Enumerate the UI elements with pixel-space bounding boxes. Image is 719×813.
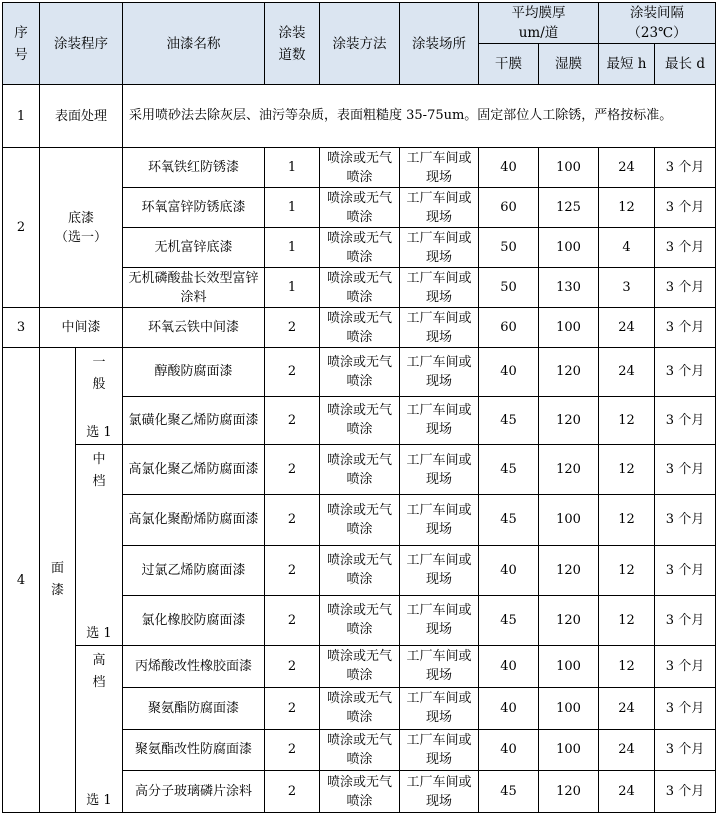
place-cell: 工厂车间或现场 <box>400 396 479 445</box>
min-interval-cell: 12 <box>599 445 655 495</box>
coats-cell: 2 <box>265 729 320 771</box>
max-interval-cell: 3 个月 <box>655 148 716 188</box>
method-cell: 喷涂或无气喷涂 <box>320 188 400 228</box>
level-pick: 选 1 <box>86 793 112 808</box>
header-interval: 涂装间隔 （23℃） <box>599 3 716 44</box>
dry-film-cell: 40 <box>479 729 539 771</box>
min-interval-cell: 12 <box>599 545 655 595</box>
paint-name-cell: 无机富锌底漆 <box>123 228 265 268</box>
min-interval-cell: 4 <box>599 228 655 268</box>
place-cell: 工厂车间或现场 <box>400 771 479 813</box>
dry-film-cell: 45 <box>479 495 539 545</box>
paint-name-cell: 聚氨酯防腐面漆 <box>123 687 265 729</box>
paint-name-cell: 过氯乙烯防腐面漆 <box>123 545 265 595</box>
max-interval-cell: 3 个月 <box>655 268 716 308</box>
table-row <box>3 308 716 348</box>
max-interval-cell: 3 个月 <box>655 228 716 268</box>
method-cell: 喷涂或无气喷涂 <box>320 268 400 308</box>
header-procedure: 涂装程序 <box>40 3 123 85</box>
table-row <box>3 348 716 397</box>
max-interval-cell: 3 个月 <box>655 646 716 688</box>
method-cell: 喷涂或无气喷涂 <box>320 729 400 771</box>
table-row <box>3 646 716 688</box>
level-label: 一般 <box>92 355 106 392</box>
header-dry-film: 干膜 <box>479 44 539 85</box>
dry-film-cell: 50 <box>479 228 539 268</box>
procedure-label: 面漆 <box>50 561 64 598</box>
wet-film-cell: 120 <box>539 445 599 495</box>
coating-spec-table <box>2 2 716 813</box>
place-cell: 工厂车间或现场 <box>400 687 479 729</box>
wet-film-cell: 100 <box>539 308 599 348</box>
dry-film-cell: 45 <box>479 445 539 495</box>
dry-film-cell: 45 <box>479 595 539 645</box>
seq-cell: 2 <box>3 148 40 308</box>
description-cell: 采用喷砂法去除灰层、油污等杂质，表面粗糙度 35-75um。固定部位人工除锈，严格按标准。 <box>123 85 716 148</box>
seq-cell: 1 <box>3 85 40 148</box>
coats-cell: 1 <box>265 188 320 228</box>
coats-cell: 2 <box>265 308 320 348</box>
coats-cell: 2 <box>265 445 320 495</box>
level-pick: 选 1 <box>86 626 112 641</box>
min-interval-cell: 24 <box>599 348 655 397</box>
max-interval-cell: 3 个月 <box>655 188 716 228</box>
wet-film-cell: 120 <box>539 595 599 645</box>
paint-name-cell: 氯磺化聚乙烯防腐面漆 <box>123 396 265 445</box>
wet-film-cell: 120 <box>539 396 599 445</box>
dry-film-cell: 45 <box>479 771 539 813</box>
table-row <box>3 148 716 188</box>
paint-name-cell: 高氯化聚乙烯防腐面漆 <box>123 445 265 495</box>
place-cell: 工厂车间或现场 <box>400 729 479 771</box>
level-pick: 选 1 <box>86 425 112 440</box>
place-cell: 工厂车间或现场 <box>400 348 479 397</box>
coats-cell: 1 <box>265 228 320 268</box>
wet-film-cell: 120 <box>539 545 599 595</box>
max-interval-cell: 3 个月 <box>655 348 716 397</box>
method-cell: 喷涂或无气喷涂 <box>320 308 400 348</box>
place-cell: 工厂车间或现场 <box>400 646 479 688</box>
dry-film-cell: 45 <box>479 396 539 445</box>
coats-cell: 2 <box>265 495 320 545</box>
procedure-cell <box>40 348 76 813</box>
paint-name-cell: 聚氨酯改性防腐面漆 <box>123 729 265 771</box>
level-cell-medium <box>76 445 123 646</box>
seq-cell: 3 <box>3 308 40 348</box>
wet-film-cell: 100 <box>539 687 599 729</box>
min-interval-cell: 24 <box>599 308 655 348</box>
dry-film-cell: 40 <box>479 545 539 595</box>
max-interval-cell: 3 个月 <box>655 687 716 729</box>
paint-name-cell: 高氯化聚酚烯防腐面漆 <box>123 495 265 545</box>
table-row <box>3 445 716 495</box>
level-label: 高档 <box>92 653 106 690</box>
wet-film-cell: 130 <box>539 268 599 308</box>
dry-film-cell: 60 <box>479 308 539 348</box>
coats-cell: 2 <box>265 348 320 397</box>
dry-film-cell: 40 <box>479 687 539 729</box>
header-max-interval: 最长 d <box>655 44 716 85</box>
seq-cell: 4 <box>3 348 40 813</box>
wet-film-cell: 100 <box>539 495 599 545</box>
wet-film-cell: 100 <box>539 646 599 688</box>
place-cell: 工厂车间或现场 <box>400 445 479 495</box>
paint-name-cell: 氯化橡胶防腐面漆 <box>123 595 265 645</box>
min-interval-cell: 12 <box>599 188 655 228</box>
wet-film-cell: 120 <box>539 348 599 397</box>
place-cell: 工厂车间或现场 <box>400 188 479 228</box>
coats-cell: 2 <box>265 646 320 688</box>
dry-film-cell: 50 <box>479 268 539 308</box>
header-wet-film: 湿膜 <box>539 44 599 85</box>
max-interval-cell: 3 个月 <box>655 445 716 495</box>
procedure-cell: 表面处理 <box>40 85 123 148</box>
paint-name-cell: 丙烯酸改性橡胶面漆 <box>123 646 265 688</box>
level-cell-general <box>76 348 123 445</box>
max-interval-cell: 3 个月 <box>655 729 716 771</box>
procedure-cell <box>40 148 123 308</box>
level-label: 中档 <box>92 452 106 489</box>
table-row <box>3 85 716 148</box>
method-cell: 喷涂或无气喷涂 <box>320 348 400 397</box>
min-interval-cell: 12 <box>599 646 655 688</box>
coats-cell: 2 <box>265 545 320 595</box>
place-cell: 工厂车间或现场 <box>400 268 479 308</box>
min-interval-cell: 3 <box>599 268 655 308</box>
method-cell: 喷涂或无气喷涂 <box>320 228 400 268</box>
coats-cell: 1 <box>265 268 320 308</box>
method-cell: 喷涂或无气喷涂 <box>320 771 400 813</box>
method-cell: 喷涂或无气喷涂 <box>320 445 400 495</box>
header-coats: 涂装道数 <box>265 3 320 85</box>
place-cell: 工厂车间或现场 <box>400 308 479 348</box>
max-interval-cell: 3 个月 <box>655 308 716 348</box>
min-interval-cell: 24 <box>599 148 655 188</box>
paint-name-cell: 环氧富锌防锈底漆 <box>123 188 265 228</box>
method-cell: 喷涂或无气喷涂 <box>320 545 400 595</box>
wet-film-cell: 100 <box>539 729 599 771</box>
paint-name-cell: 环氧铁红防锈漆 <box>123 148 265 188</box>
min-interval-cell: 12 <box>599 495 655 545</box>
paint-name-cell: 环氧云铁中间漆 <box>123 308 265 348</box>
header-film-thickness: 平均膜厚 um/道 <box>479 3 599 44</box>
dry-film-cell: 40 <box>479 646 539 688</box>
paint-name-cell: 无机磷酸盐长效型富锌涂料 <box>123 268 265 308</box>
max-interval-cell: 3 个月 <box>655 545 716 595</box>
place-cell: 工厂车间或现场 <box>400 228 479 268</box>
method-cell: 喷涂或无气喷涂 <box>320 148 400 188</box>
procedure-cell: 中间漆 <box>40 308 123 348</box>
coats-cell: 2 <box>265 595 320 645</box>
method-cell: 喷涂或无气喷涂 <box>320 396 400 445</box>
coats-cell: 2 <box>265 687 320 729</box>
place-cell: 工厂车间或现场 <box>400 595 479 645</box>
coats-cell: 1 <box>265 148 320 188</box>
min-interval-cell: 24 <box>599 771 655 813</box>
min-interval-cell: 24 <box>599 687 655 729</box>
method-cell: 喷涂或无气喷涂 <box>320 687 400 729</box>
level-cell-high <box>76 646 123 813</box>
procedure-choice: （选一） <box>54 229 107 245</box>
wet-film-cell: 100 <box>539 148 599 188</box>
method-cell: 喷涂或无气喷涂 <box>320 595 400 645</box>
min-interval-cell: 12 <box>599 595 655 645</box>
max-interval-cell: 3 个月 <box>655 495 716 545</box>
max-interval-cell: 3 个月 <box>655 595 716 645</box>
wet-film-cell: 120 <box>539 771 599 813</box>
min-interval-cell: 12 <box>599 396 655 445</box>
coats-cell: 2 <box>265 771 320 813</box>
procedure-label: 底漆 <box>67 210 94 226</box>
header-method: 涂装方法 <box>320 3 400 85</box>
header-place: 涂装场所 <box>400 3 479 85</box>
coats-cell: 2 <box>265 396 320 445</box>
header-min-interval: 最短 h <box>599 44 655 85</box>
header-seq: 序号 <box>3 3 40 85</box>
min-interval-cell: 24 <box>599 729 655 771</box>
dry-film-cell: 40 <box>479 148 539 188</box>
wet-film-cell: 100 <box>539 228 599 268</box>
place-cell: 工厂车间或现场 <box>400 545 479 595</box>
max-interval-cell: 3 个月 <box>655 771 716 813</box>
place-cell: 工厂车间或现场 <box>400 495 479 545</box>
method-cell: 喷涂或无气喷涂 <box>320 646 400 688</box>
paint-name-cell: 高分子玻璃磷片涂料 <box>123 771 265 813</box>
max-interval-cell: 3 个月 <box>655 396 716 445</box>
method-cell: 喷涂或无气喷涂 <box>320 495 400 545</box>
paint-name-cell: 醇酸防腐面漆 <box>123 348 265 397</box>
dry-film-cell: 60 <box>479 188 539 228</box>
header-paint-name: 油漆名称 <box>123 3 265 85</box>
place-cell: 工厂车间或现场 <box>400 148 479 188</box>
dry-film-cell: 40 <box>479 348 539 397</box>
wet-film-cell: 125 <box>539 188 599 228</box>
